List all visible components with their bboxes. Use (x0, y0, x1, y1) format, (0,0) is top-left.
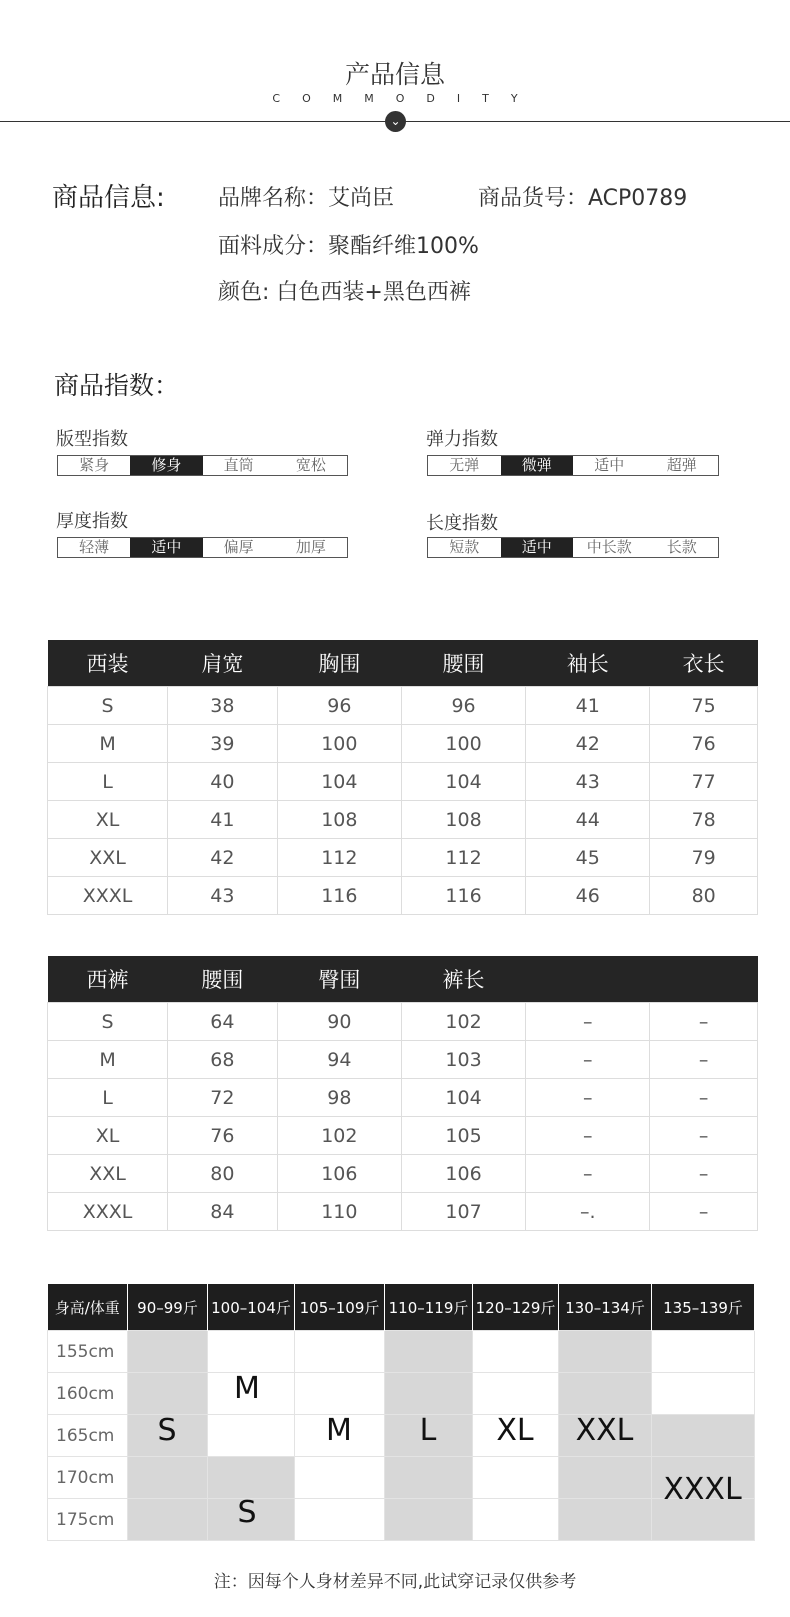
grid-cell (559, 1457, 652, 1499)
weight-header: 90–99斤 (128, 1284, 208, 1331)
size-guide-label: XXXL (663, 1472, 742, 1507)
grid-cell (473, 1373, 559, 1415)
pants-table-cell: XL (48, 1117, 168, 1155)
suit-table-cell: 43 (168, 877, 278, 915)
index-fit-bar (57, 455, 348, 476)
weight-header: 105–109斤 (295, 1284, 385, 1331)
grid-cell (208, 1415, 295, 1457)
color: 颜色: 白色西装+黑色西裤 (218, 280, 471, 305)
suit-table-cell: 79 (650, 839, 758, 877)
pants-table-cell: 102 (401, 1003, 525, 1041)
index-option: 偏厚 (223, 538, 254, 556)
grid-cell (295, 1373, 385, 1415)
pants-header-cell: 臀围 (277, 956, 401, 1003)
grid-cell (208, 1457, 295, 1499)
suit-header-cell: 肩宽 (168, 640, 278, 687)
size-guide-header-row (48, 1284, 755, 1331)
suit-table-row (48, 687, 758, 725)
suit-table-row (48, 839, 758, 877)
pants-table-cell: 105 (401, 1117, 525, 1155)
suit-table-cell: 44 (526, 801, 650, 839)
pants-table-cell: – (526, 1079, 650, 1117)
height-row (48, 1499, 755, 1541)
index-option: 长款 (666, 538, 697, 556)
pants-table-cell: 80 (168, 1155, 278, 1193)
pants-table-cell: –. (526, 1193, 650, 1231)
size-guide-label: L (419, 1413, 437, 1448)
pants-header-row (48, 956, 758, 1003)
suit-table-cell: 42 (168, 839, 278, 877)
pants-table-row (48, 1155, 758, 1193)
pants-table-cell: 90 (277, 1003, 401, 1041)
suit-header-cell: 胸围 (277, 640, 401, 687)
index-option: 修身 (130, 456, 202, 475)
pants-table-cell: S (48, 1003, 168, 1041)
pants-table-cell: 103 (401, 1041, 525, 1079)
grid-cell (128, 1373, 208, 1415)
grid-cell (385, 1331, 473, 1373)
size-guide-label: M (326, 1413, 352, 1448)
suit-size-table (47, 640, 758, 915)
pants-table-cell: – (526, 1117, 650, 1155)
index-thickness-title: 厚度指数 (56, 511, 128, 532)
suit-header-cell: 西装 (48, 640, 168, 687)
weight-header: 135–139斤 (652, 1284, 755, 1331)
suit-table-cell: 41 (526, 687, 650, 725)
pants-table-cell: XXL (48, 1155, 168, 1193)
suit-table-cell: 46 (526, 877, 650, 915)
suit-table-cell: S (48, 687, 168, 725)
height-label: 175cm (48, 1499, 128, 1541)
pants-table-cell: – (526, 1003, 650, 1041)
suit-table-cell: 104 (277, 763, 401, 801)
index-label: 商品指数： (54, 371, 180, 400)
index-option: 紧身 (79, 456, 110, 474)
suit-table-cell: 76 (650, 725, 758, 763)
pants-header-cell: 腰围 (168, 956, 278, 1003)
index-length-bar (427, 537, 719, 558)
grid-cell (128, 1499, 208, 1541)
index-option: 加厚 (295, 538, 326, 556)
suit-table-cell: 42 (526, 725, 650, 763)
height-row (48, 1331, 755, 1373)
height-label: 170cm (48, 1457, 128, 1499)
pants-table-cell: 106 (277, 1155, 401, 1193)
pants-table-row (48, 1003, 758, 1041)
chevron-down-icon: ⌄ (385, 111, 406, 132)
index-option: 中长款 (586, 538, 632, 556)
suit-header-row (48, 640, 758, 687)
weight-header: 110–119斤 (385, 1284, 473, 1331)
suit-table-cell: 45 (526, 839, 650, 877)
weight-header: 120–129斤 (473, 1284, 559, 1331)
index-option: 直筒 (223, 456, 254, 474)
suit-table-cell: 112 (401, 839, 525, 877)
pants-table-cell: 84 (168, 1193, 278, 1231)
weight-header: 130–134斤 (559, 1284, 652, 1331)
index-thickness-bar (57, 537, 348, 558)
grid-cell (295, 1457, 385, 1499)
grid-cell (208, 1331, 295, 1373)
size-guide-label: M (234, 1371, 260, 1406)
pants-size-table (47, 956, 758, 1231)
size-guide-label: XL (496, 1413, 534, 1448)
suit-table-cell: 75 (650, 687, 758, 725)
suit-table-cell: 38 (168, 687, 278, 725)
pants-header-cell: 裤长 (401, 956, 525, 1003)
index-stretch-title: 弹力指数 (426, 429, 498, 450)
index-option: 无弹 (449, 456, 480, 474)
item-number: 商品货号：ACP0789 (478, 186, 688, 211)
suit-table-cell: L (48, 763, 168, 801)
suit-table-row (48, 801, 758, 839)
height-row (48, 1373, 755, 1415)
suit-table-cell: 77 (650, 763, 758, 801)
index-option: 轻薄 (79, 538, 110, 556)
pants-table-cell: 98 (277, 1079, 401, 1117)
index-option: 短款 (449, 538, 480, 556)
suit-header-cell: 袖长 (526, 640, 650, 687)
grid-cell (128, 1457, 208, 1499)
pants-table-cell: 64 (168, 1003, 278, 1041)
suit-table-cell: 108 (277, 801, 401, 839)
grid-cell (559, 1373, 652, 1415)
index-option: 适中 (594, 456, 625, 474)
suit-table-cell: 100 (277, 725, 401, 763)
suit-table-cell: 80 (650, 877, 758, 915)
grid-cell (652, 1415, 755, 1457)
height-label: 160cm (48, 1373, 128, 1415)
suit-table-cell: 112 (277, 839, 401, 877)
pants-table-cell: – (650, 1003, 758, 1041)
pants-table-cell: 76 (168, 1117, 278, 1155)
pants-table-row (48, 1041, 758, 1079)
suit-table-cell: XXXL (48, 877, 168, 915)
grid-cell (652, 1331, 755, 1373)
pants-table-cell: 102 (277, 1117, 401, 1155)
pants-table-row (48, 1193, 758, 1231)
suit-table-cell: 116 (401, 877, 525, 915)
pants-table-cell: – (650, 1041, 758, 1079)
height-label: 155cm (48, 1331, 128, 1373)
pants-table-cell: – (650, 1155, 758, 1193)
pants-table-cell: 72 (168, 1079, 278, 1117)
pants-table-cell: – (526, 1155, 650, 1193)
material: 面料成分：聚酯纤维100% (218, 234, 479, 259)
size-guide-label: XXL (575, 1413, 634, 1448)
grid-cell (128, 1331, 208, 1373)
suit-table-cell: 104 (401, 763, 525, 801)
height-label: 165cm (48, 1415, 128, 1457)
suit-table-cell: 78 (650, 801, 758, 839)
suit-table-cell: XL (48, 801, 168, 839)
pants-table-cell: 106 (401, 1155, 525, 1193)
grid-cell (473, 1499, 559, 1541)
page-subtitle: COMMODITY (272, 92, 540, 105)
suit-table-cell: XXL (48, 839, 168, 877)
index-option: 宽松 (295, 456, 326, 474)
suit-table-cell: 108 (401, 801, 525, 839)
pants-table-cell: 94 (277, 1041, 401, 1079)
index-length-title: 长度指数 (426, 513, 498, 534)
size-guide-label: S (237, 1495, 257, 1530)
footnote: 注：因每个人身材差异不同,此试穿记录仅供参考 (213, 1572, 577, 1592)
suit-table-row (48, 763, 758, 801)
weight-header: 100–104斤 (208, 1284, 295, 1331)
pants-table-cell: – (650, 1117, 758, 1155)
grid-cell (295, 1331, 385, 1373)
grid-cell (559, 1499, 652, 1541)
pants-table-cell: – (650, 1079, 758, 1117)
grid-cell (295, 1499, 385, 1541)
suit-header-cell: 衣长 (650, 640, 758, 687)
grid-cell (473, 1457, 559, 1499)
suit-table-cell: 40 (168, 763, 278, 801)
index-fit-title: 版型指数 (56, 429, 128, 450)
suit-table-cell: 100 (401, 725, 525, 763)
index-option: 适中 (130, 538, 202, 557)
grid-cell (385, 1373, 473, 1415)
pants-table-cell: XXXL (48, 1193, 168, 1231)
size-guide-corner: 身高/体重 (48, 1284, 128, 1331)
suit-table-cell: 41 (168, 801, 278, 839)
index-option: 微弹 (501, 456, 574, 475)
suit-table-cell: 43 (526, 763, 650, 801)
pants-header-cell: 西裤 (48, 956, 168, 1003)
index-option: 超弹 (666, 456, 697, 474)
suit-table-cell: 96 (401, 687, 525, 725)
pants-table-cell: 107 (401, 1193, 525, 1231)
suit-table-cell: 39 (168, 725, 278, 763)
suit-table-cell: 116 (277, 877, 401, 915)
suit-table-cell: M (48, 725, 168, 763)
grid-cell (559, 1331, 652, 1373)
brand-name: 品牌名称：艾尚臣 (218, 186, 395, 211)
pants-table-cell: 110 (277, 1193, 401, 1231)
pants-table-row (48, 1079, 758, 1117)
pants-table-cell: 104 (401, 1079, 525, 1117)
height-row (48, 1457, 755, 1499)
info-label: 商品信息: (52, 183, 165, 213)
size-guide-label: S (157, 1413, 177, 1448)
pants-table-cell: M (48, 1041, 168, 1079)
suit-table-cell: 96 (277, 687, 401, 725)
pants-table-row (48, 1117, 758, 1155)
grid-cell (385, 1457, 473, 1499)
page-title: 产品信息 (344, 60, 445, 89)
suit-header-cell: 腰围 (401, 640, 525, 687)
suit-table-row (48, 725, 758, 763)
suit-table-row (48, 877, 758, 915)
pants-table-cell: L (48, 1079, 168, 1117)
pants-table-cell: 68 (168, 1041, 278, 1079)
pants-header-cell (526, 956, 650, 1003)
index-stretch-bar (427, 455, 719, 476)
index-option: 适中 (501, 538, 574, 557)
grid-cell (385, 1499, 473, 1541)
pants-header-cell (650, 956, 758, 1003)
grid-cell (652, 1373, 755, 1415)
grid-cell (473, 1331, 559, 1373)
pants-table-cell: – (526, 1041, 650, 1079)
pants-table-cell: – (650, 1193, 758, 1231)
